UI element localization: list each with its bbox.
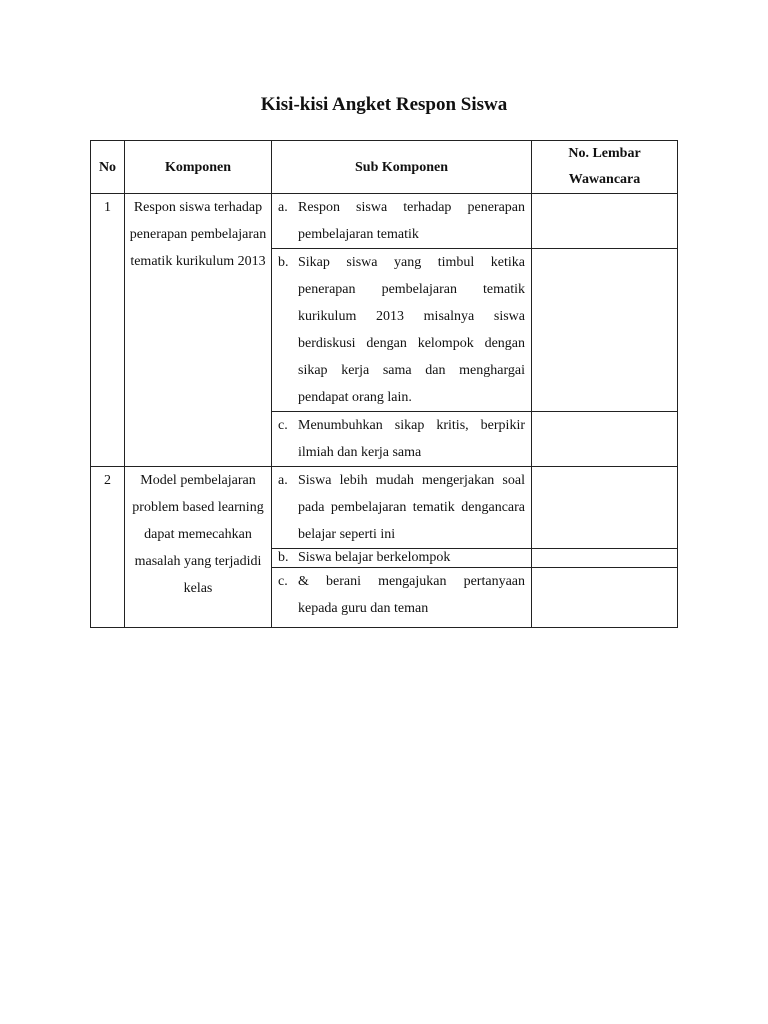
sub-text: & berani mengajukan pertanyaan kepada guru dan teman <box>298 574 525 616</box>
sub-label: a. <box>278 200 288 215</box>
komponen-text: Respon siswa terhadap penerapan pembelajaran tematik kurikulum 2013 <box>129 200 267 269</box>
no-lembar-cell <box>532 467 678 549</box>
sub-label: c. <box>278 418 288 433</box>
komponen-text: Model pembelajaran problem based learning dapat memecahkan masalah yang terjadidi kelas <box>132 473 264 596</box>
sub-text: Sikap siswa yang timbul ketika penerapan pembelajaran tematik kurikulum 2013 misalnya siswa berdiskusi dengan kelompok dengan sikap kerja sama dan menghargai pendapat orang lain. <box>298 255 525 405</box>
header-no: No <box>91 141 125 194</box>
kisi-kisi-table <box>90 140 678 628</box>
sub-text: Siswa lebih mudah mengerjakan soal pada pembelajaran tematik dengancara belajar seperti ini <box>298 473 525 542</box>
row-no: 2 <box>91 467 125 628</box>
sub-komponen-cell <box>272 568 532 628</box>
sub-komponen-cell <box>272 412 532 467</box>
row-komponen <box>125 467 272 628</box>
sub-text: Siswa belajar berkelompok <box>298 550 451 565</box>
no-lembar-cell <box>532 549 678 568</box>
sub-label: a. <box>278 473 288 488</box>
header-komponen: Komponen <box>125 141 272 194</box>
table-row <box>91 194 678 249</box>
no-lembar-cell <box>532 412 678 467</box>
page-title: Kisi-kisi Angket Respon Siswa <box>260 94 508 115</box>
row-no: 1 <box>91 194 125 467</box>
sub-label: b. <box>278 550 289 565</box>
sub-komponen-cell <box>272 194 532 249</box>
header-sub-komponen: Sub Komponen <box>272 141 532 194</box>
no-lembar-cell <box>532 568 678 628</box>
no-lembar-cell <box>532 194 678 249</box>
row-komponen <box>125 194 272 467</box>
sub-text: Respon siswa terhadap penerapan pembelajaran tematik <box>298 200 525 242</box>
sub-text: Menumbuhkan sikap kritis, berpikir ilmiah dan kerja sama <box>298 418 525 460</box>
sub-komponen-cell <box>272 549 532 568</box>
sub-komponen-cell <box>272 467 532 549</box>
sub-komponen-cell <box>272 249 532 412</box>
table-header-row <box>91 141 678 194</box>
header-no-lembar: No. Lembar Wawancara <box>532 141 678 194</box>
sub-label: b. <box>278 255 289 270</box>
no-lembar-cell <box>532 249 678 412</box>
sub-label: c. <box>278 574 288 589</box>
table-row <box>91 467 678 549</box>
